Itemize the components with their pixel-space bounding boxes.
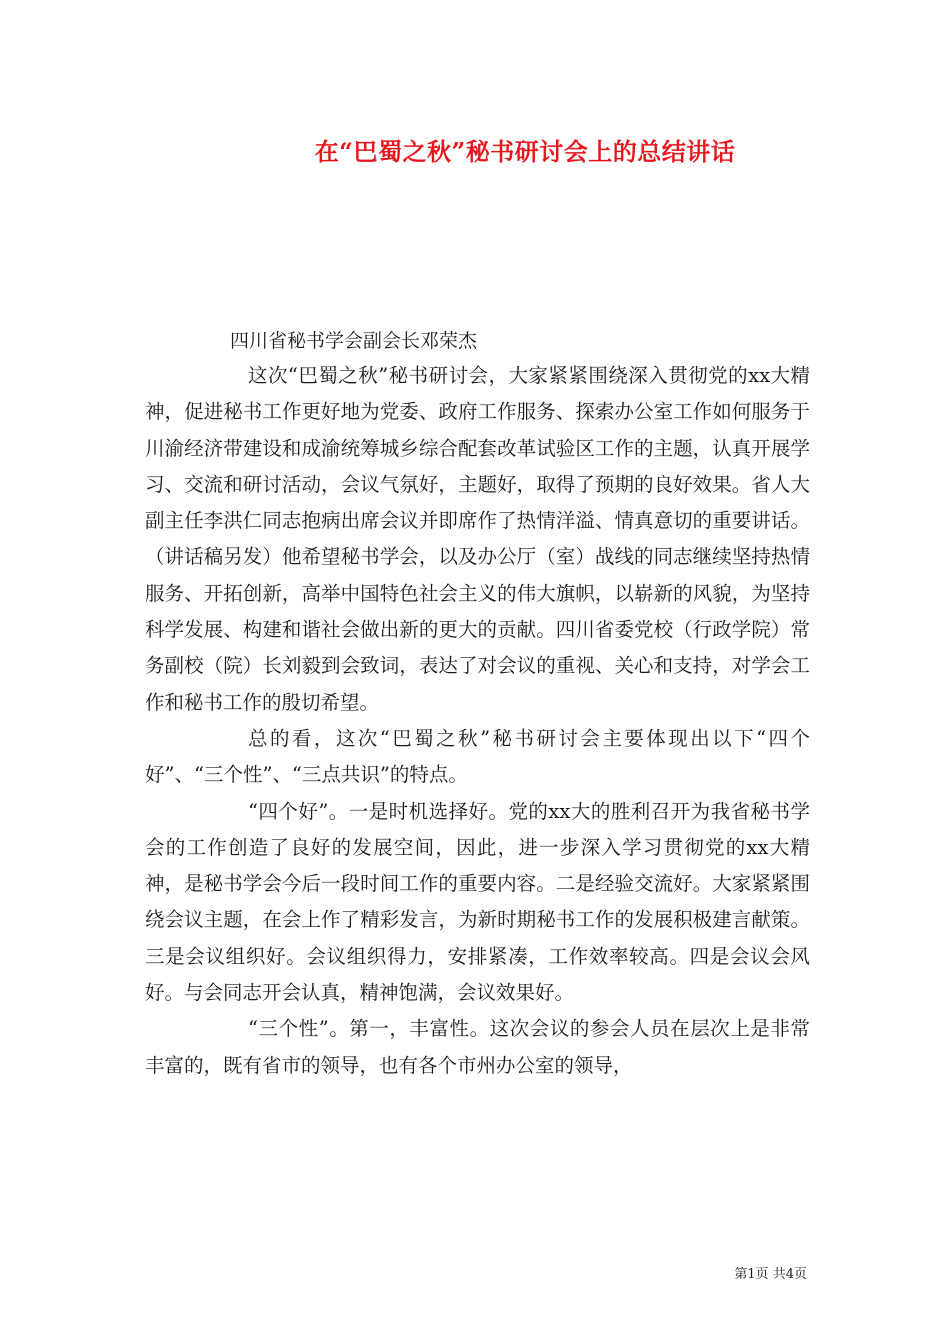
author-line: 四川省秘书学会副会长邓荣杰 [230,330,478,352]
paragraph-3: “四个好”。一是时机选择好。党的xx大的胜利召开为我省秘书学会的工作创造了良好的发展空间，因此，进一步深入学习贯彻党的xx大精神，是秘书学会今后一段时间工作的重要内容。二是经验交流好。大家紧紧围绕会议主题，在会上作了精彩发言，为新时期秘书工作的发展积极建言献策。三是会议组织好。会议组织得力，安排紧凑，工作效率较高。四是会议会风好。与会同志开会认真，精神饱满，会议效果好。 [145,799,810,1005]
page-number-footer: 第1页 共4页 [734,1267,807,1282]
paragraph-1: 这次“巴蜀之秋”秘书研讨会，大家紧紧围绕深入贯彻党的xx大精神，促进秘书工作更好地为党委、政府工作服务、探索办公室工作如何服务于川渝经济带建设和成渝统筹城乡综合配套改革试验区工作的主题，认真开展学习、交流和研讨活动，会议气氛好，主题好，取得了预期的良好效果。省人大副主任李洪仁同志抱病出席会议并即席作了热情洋溢、情真意切的重要讲话。（讲话稿另发）他希望秘书学会，以及办公厅（室）战线的同志继续坚持热情服务、开拓创新，高举中国特色社会主义的伟大旗帜，以崭新的风貌，为坚持科学发展、构建和谐社会做出新的更大的贡献。四川省委党校（行政学院）常务副校（院）长刘毅到会致词，表达了对会议的重视、关心和支持，对学会工作和秘书工作的殷切希望。 [145,364,810,714]
paragraph-4: “三个性”。第一，丰富性。这次会议的参会人员在层次上是非常丰富的，既有省市的领导，也有各个市州办公室的领导， [145,1017,810,1077]
paragraph-2: 总的看，这次“巴蜀之秋”秘书研讨会主要体现出以下“四个好”、“三个性”、“三点共识”的特点。 [145,726,810,787]
document-title: 在“巴蜀之秋”秘书研讨会上的总结讲话 [314,137,736,166]
document-body [145,358,810,1084]
